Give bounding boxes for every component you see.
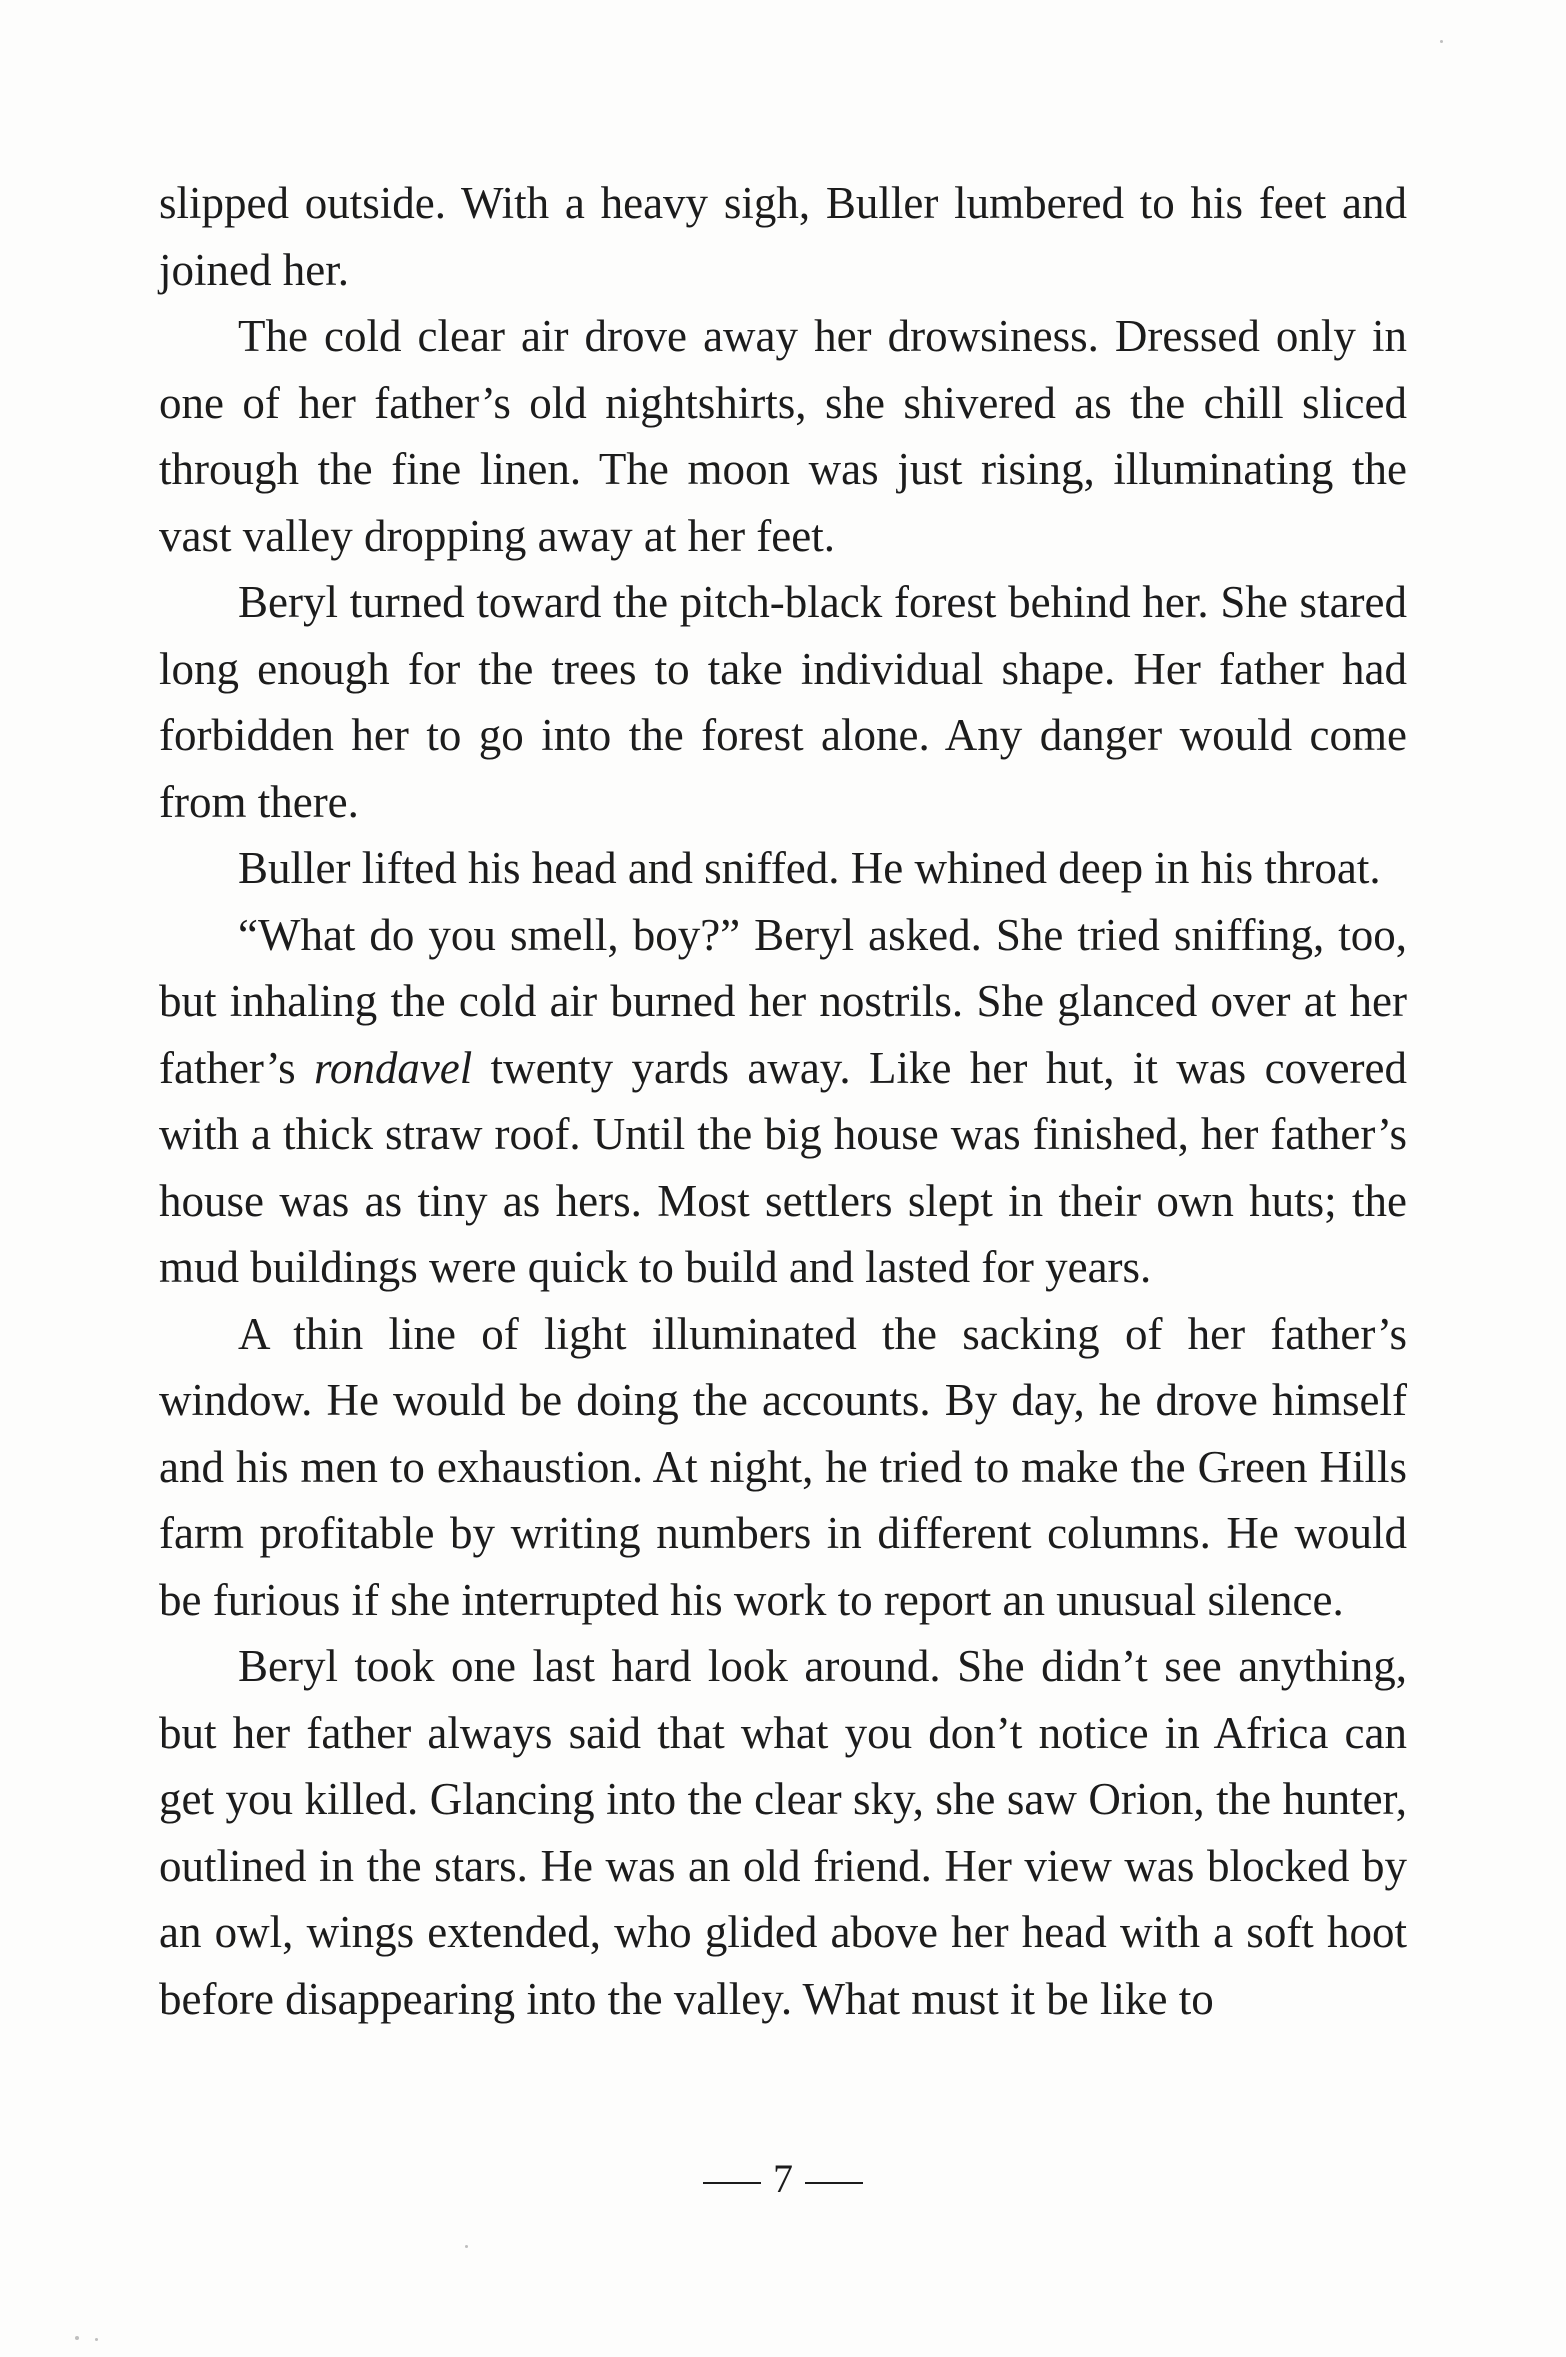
paragraph: Beryl turned toward the pitch-black forest behind her. She stared long enough for the trees to take individual shape. Her father had forbidden her to go into the forest alone. Any danger would come from there. — [159, 577, 1407, 827]
paragraph: Buller lifted his head and sniffed. He whined deep in his throat. — [238, 843, 1381, 893]
paragraph: A thin line of light illuminated the sacking of her father’s window. He would be doing the accounts. By day, he drove himself and his men to exhaustion. At night, he tried to make the Green Hills farm profitable by writing numbers in different columns. He would be furious if she interrupted his work to report an unusual silence. — [159, 1308, 1407, 1625]
body-text — [159, 170, 1407, 2032]
folio-dash-left — [703, 2182, 761, 2184]
page-number-footer — [0, 2155, 1566, 2202]
paragraph-text-before: “What do you smell, boy?” Beryl asked. She tried sniffing, too, but inhaling the cold air burned her nostrils. She glanced over at her father’s — [159, 909, 1407, 1093]
page-number: 7 — [773, 2156, 793, 2201]
scan-speck — [75, 2336, 79, 2340]
scan-speck — [1440, 40, 1443, 43]
paragraph: slipped outside. With a heavy sigh, Buller lumbered to his feet and joined her. — [159, 178, 1407, 295]
scan-speck — [465, 2245, 468, 2248]
paragraph: Beryl took one last hard look around. She didn’t see anything, but her father always said that what you don’t notice in Africa can get you killed. Glancing into the clear sky, she saw Orion, the hunter, outlined in the stars. He was an old friend. Her view was blocked by an owl, wings extended, who glided above her head with a soft hoot before disappearing into the valley. What must it be like to — [159, 1641, 1407, 2024]
italic-term: rondavel — [313, 1042, 473, 1093]
paragraph-text-after: twenty yards away. Like her hut, it was covered with a thick straw roof. Until the big house was finished, her father’s house was as tiny as hers. Most settlers slept in their own huts; the mud buildings were quick to build and lasted for years. — [159, 1042, 1407, 1292]
paragraph — [159, 902, 1407, 1301]
scan-speck — [95, 2338, 98, 2341]
folio-dash-right — [805, 2182, 863, 2184]
paragraph: The cold clear air drove away her drowsiness. Dressed only in one of her father’s old nightshirts, she shivered as the chill sliced through the fine linen. The moon was just rising, illuminating the vast valley dropping away at her feet. — [159, 311, 1407, 561]
